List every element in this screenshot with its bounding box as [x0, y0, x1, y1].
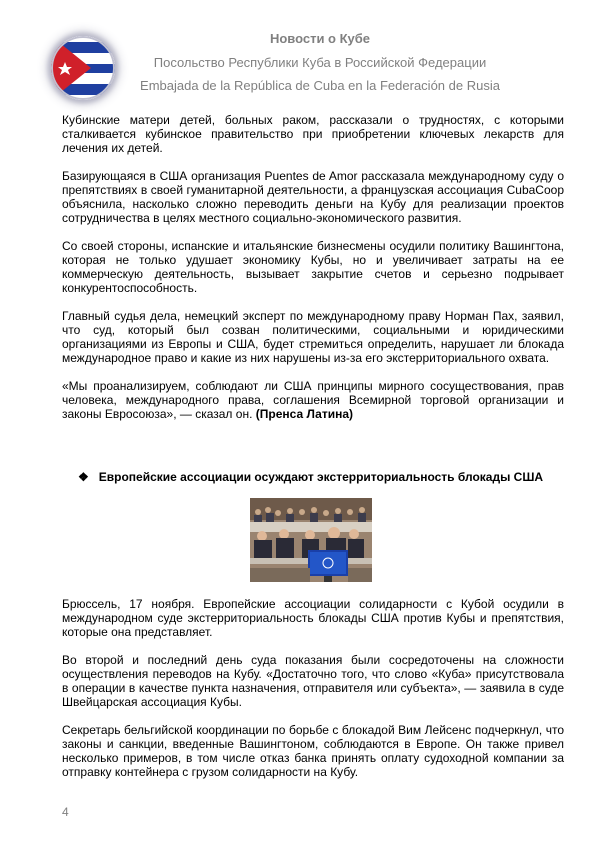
paragraph: Во второй и последний день суда показания были сосредоточены на сложности осуществления переводов на Кубу. «Достаточно того, что слово «Куба» присутствовала в операции в качестве пункта назначения, отправителя или субъекта», — заявила в суде Швейцарская ассоциация Кубы. [62, 653, 564, 709]
paragraph: Базирующаяся в США организация Puentes de Amor рассказала международному суду о препятствиях в своей гуманитарной деятельности, а французская ассоциация CubaCoop объяснила, насколько сложно переводить деньги на Кубу для реализации проектов сотрудничества в целях местного социально-экономического развития. [62, 169, 564, 225]
quote-paragraph [62, 379, 564, 421]
source-credit: (Пренса Латина) [255, 407, 354, 421]
paragraph: Брюссель, 17 ноября. Европейские ассоциации солидарности с Кубой осудили в международном суде экстерриториальность блокады США против Кубы и препятствия, которые она представляет. [62, 597, 564, 639]
paragraph: Секретарь бельгийской координации по борьбе с блокадой Вим Лейсенс подчеркнул, что законы и санкции, введенные Вашингтоном, соблюдаются в Европе. Он также привел несколько примеров, в том числе отказ банка принять оплату судоходной компании за отправку контейнера с грузом солидарности на Кубу. [62, 723, 564, 779]
page-header [0, 0, 606, 110]
embassy-name-ru: Посольство Республики Куба в Российской Федерации [153, 55, 487, 70]
embassy-name-es: Embajada de la República de Cuba en la Federación de Rusia [140, 78, 500, 93]
article-continued [62, 113, 564, 435]
quote-text: «Мы проанализируем, соблюдают ли США принципы мирного сосуществования, прав человека, международного права, соглашения Всемирной торговой организации и законы Евросоюза», — сказал он. [62, 379, 564, 421]
newsletter-title: Новости о Кубе [269, 31, 371, 46]
page-number: 4 [62, 805, 69, 819]
article-title: Европейские ассоциации осуждают экстерриториальность блокады США [98, 470, 544, 484]
diamond-bullet-icon: ❖ [78, 470, 89, 484]
article-heading [78, 470, 568, 484]
conference-photo [250, 498, 372, 582]
article-body [62, 597, 564, 793]
cuba-flag-emblem [51, 36, 115, 100]
paragraph: Главный судья дела, немецкий эксперт по международному праву Норман Пах, заявил, что суд, который был созван политическими, социальными и юридическими организациями из Европы и США, будет стремиться определить, нарушает ли блокада международное право и какие из них нарушены из-за его экстерриториального охвата. [62, 309, 564, 365]
paragraph: Кубинские матери детей, больных раком, рассказали о трудностях, с которыми сталкивается кубинское правительство при приобретении ключевых лекарств для лечения их детей. [62, 113, 564, 155]
paragraph: Со своей стороны, испанские и итальянские бизнесмены осудили политику Вашингтона, которая не только удушает экономику Кубы, но и увеличивает затраты на ее коммерческую деятельность, вызывает закрытие счетов и серьезно подрывает конкурентоспособность. [62, 239, 564, 295]
